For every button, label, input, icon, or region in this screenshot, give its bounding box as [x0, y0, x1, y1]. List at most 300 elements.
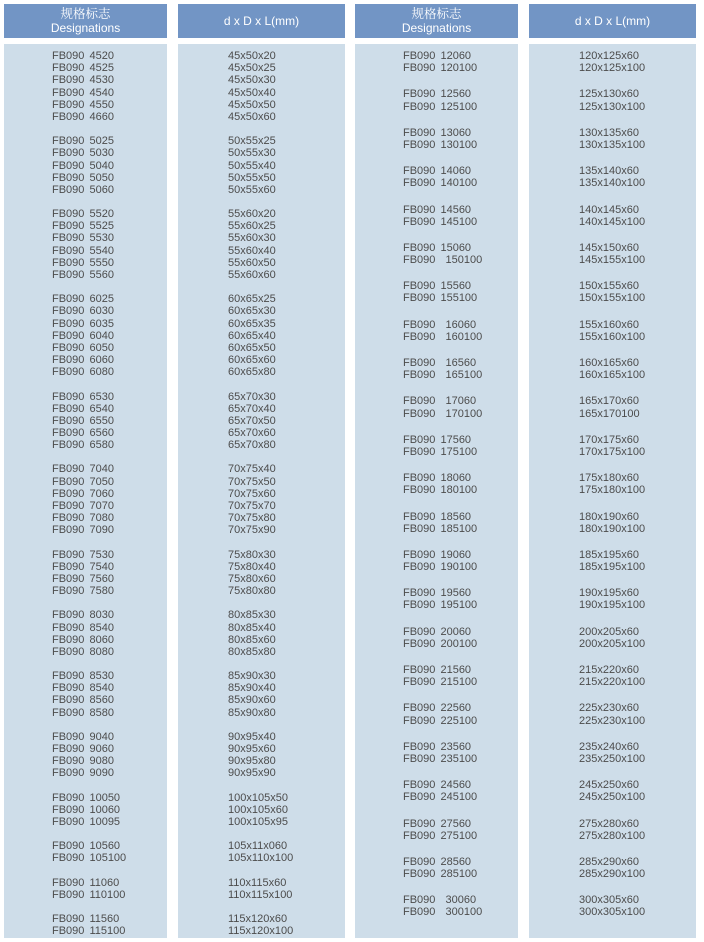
table-row: FB090 9090	[52, 767, 114, 780]
table-row: FB090 4520	[52, 50, 114, 62]
table-row: FB090 19060	[403, 548, 472, 561]
row-group	[4, 609, 167, 658]
table-row: FB090 4660	[52, 110, 114, 123]
table-row: FB090 225100	[403, 714, 478, 727]
table-row: 165x170100	[579, 407, 640, 420]
table-row: FB090 6040	[52, 329, 114, 342]
row-group	[529, 127, 696, 151]
row-group	[178, 208, 345, 281]
table-row: FB090 245100	[403, 791, 478, 804]
table-row: 140x145x60	[579, 203, 639, 216]
table-row: FB090 8540	[52, 621, 114, 634]
row-group	[4, 670, 167, 719]
row-group	[529, 856, 696, 880]
table-row: FB090 200100	[403, 637, 478, 650]
row-group	[178, 670, 345, 719]
table-row: 180x190x60	[579, 510, 639, 523]
row-group	[355, 242, 518, 266]
table-row: 85x90x60	[228, 694, 276, 707]
table-row: 190x195x100	[579, 599, 646, 612]
table-row: 100x105x95	[228, 815, 288, 828]
table-row: 155x160x60	[579, 318, 639, 331]
row-group	[4, 293, 167, 378]
table-row: FB090 160100	[403, 330, 483, 343]
row-group	[355, 587, 518, 611]
table-row: FB090 190100	[403, 561, 478, 574]
table-row: 65x70x40	[228, 402, 276, 415]
row-group	[355, 165, 518, 189]
table-row: 60x65x60	[228, 354, 276, 367]
row-group	[529, 894, 696, 918]
table-row: FB090 15060	[403, 241, 472, 254]
table-row: FB090 105100	[52, 852, 127, 865]
row-group	[529, 472, 696, 496]
table-row: FB090 6530	[52, 390, 114, 403]
right-dimensions-panel	[529, 44, 696, 938]
table-row: FB090 27560	[403, 817, 472, 830]
row-group	[355, 818, 518, 842]
left-designations-header	[4, 4, 167, 38]
row-group	[178, 391, 345, 452]
table-row: 80x85x60	[228, 633, 276, 646]
row-group	[178, 877, 345, 901]
table-row: 245x250x60	[579, 779, 639, 792]
table-row: FB090 14060	[403, 165, 472, 178]
table-row: FB090 165100	[403, 369, 483, 382]
table-row: FB090 14560	[403, 203, 472, 216]
table-row: 235x250x100	[579, 752, 646, 765]
table-row: 285x290x60	[579, 855, 639, 868]
table-row: FB090 180100	[403, 484, 478, 497]
table-row: 60x65x80	[228, 366, 276, 379]
table-row: 50x55x60	[228, 183, 276, 196]
table-row: FB090 150100	[403, 254, 483, 267]
table-row: 180x190x100	[579, 522, 646, 535]
table-row: 50x55x50	[228, 171, 276, 184]
table-row: FB090 5025	[52, 135, 114, 148]
table-row: 65x70x80	[228, 439, 276, 452]
table-row: 45x50x50	[228, 98, 276, 111]
row-group	[4, 391, 167, 452]
row-group	[355, 894, 518, 918]
table-row: 115x120x60	[228, 912, 288, 925]
row-group	[4, 840, 167, 864]
table-row: FB090 8580	[52, 706, 114, 719]
table-row: FB090 12560	[403, 88, 472, 101]
table-row: 110x115x100	[228, 888, 293, 901]
table-row: FB090 7580	[52, 585, 114, 598]
row-group	[4, 913, 167, 937]
table-row: FB090 18560	[403, 510, 472, 523]
table-row: FB090 16060	[403, 318, 477, 331]
table-row: 45x50x30	[228, 74, 276, 87]
table-row: FB090 5050	[52, 171, 114, 184]
table-row: FB090 195100	[403, 599, 478, 612]
row-group	[4, 135, 167, 196]
table-row: FB090 5540	[52, 244, 114, 257]
table-row: 50x55x30	[228, 147, 276, 160]
table-row: 80x85x40	[228, 621, 276, 634]
table-row: FB090 10095	[52, 815, 121, 828]
designations-header-zh: 规格标志	[60, 7, 111, 21]
row-group	[178, 609, 345, 658]
table-row: 70x75x60	[228, 487, 276, 500]
row-group	[529, 741, 696, 765]
table-row: FB090 7090	[52, 524, 114, 537]
row-group	[355, 204, 518, 228]
table-row: FB090 10060	[52, 803, 121, 816]
table-row: FB090 7540	[52, 560, 114, 573]
row-group	[355, 127, 518, 151]
table-row: FB090 22560	[403, 702, 472, 715]
row-group	[178, 463, 345, 536]
row-group	[178, 293, 345, 378]
table-row: 85x90x30	[228, 670, 276, 683]
row-group	[355, 664, 518, 688]
table-row: 115x120x100	[228, 925, 294, 938]
right-designations-header	[355, 4, 518, 38]
table-row: FB090 4525	[52, 62, 114, 75]
row-group	[529, 626, 696, 650]
table-row: FB090 300100	[403, 906, 483, 919]
table-row: 150x155x100	[579, 292, 646, 305]
table-row: FB090 8540	[52, 682, 114, 695]
table-row: 135x140x100	[579, 177, 646, 190]
row-group	[529, 549, 696, 573]
table-row: 125x130x60	[579, 88, 639, 101]
table-row: 45x50x25	[228, 62, 276, 75]
table-row: FB090 9040	[52, 730, 114, 743]
row-group	[355, 779, 518, 803]
table-row: FB090 115100	[52, 925, 126, 938]
row-group	[178, 913, 345, 937]
table-row: 105x11x060	[228, 840, 288, 853]
row-group	[529, 319, 696, 343]
table-row: 60x65x30	[228, 305, 276, 318]
table-row: 50x55x25	[228, 135, 276, 148]
table-row: FB090 130100	[403, 138, 478, 151]
table-row: FB090 8080	[52, 645, 114, 658]
right-dimensions-header	[529, 4, 696, 38]
table-row: 160x165x60	[579, 357, 639, 369]
table-row: 60x65x25	[228, 293, 276, 306]
table-row: FB090 6035	[52, 317, 114, 330]
table-row: FB090 175100	[403, 445, 478, 458]
table-row: FB090 6550	[52, 414, 114, 427]
table-row: FB090 30060	[403, 894, 477, 907]
table-row: FB090 8530	[52, 670, 114, 683]
table-row: 125x130x100	[579, 100, 646, 113]
table-row: FB090 275100	[403, 829, 478, 842]
table-row: 85x90x80	[228, 706, 276, 719]
row-group	[529, 664, 696, 688]
table-row: FB090 145100	[403, 215, 478, 228]
row-group	[4, 549, 167, 598]
table-row: 90x95x60	[228, 743, 276, 755]
designations-header-en: Designations	[401, 21, 472, 35]
table-row: FB090 6030	[52, 305, 114, 318]
designations-header-zh: 规格标志	[411, 7, 462, 21]
table-row: FB090 5060	[52, 183, 114, 196]
row-group	[355, 357, 518, 381]
table-row: 130x135x60	[579, 126, 639, 139]
table-row: 225x230x60	[579, 702, 639, 715]
row-group	[178, 549, 345, 598]
table-row: FB090 7050	[52, 475, 114, 488]
row-group	[355, 319, 518, 343]
row-group	[178, 135, 345, 196]
table-row: FB090 17060	[403, 395, 477, 408]
table-row: 55x60x20	[228, 208, 276, 221]
table-row: 160x165x100	[579, 369, 646, 382]
row-group	[355, 549, 518, 573]
table-row: 110x115x60	[228, 876, 287, 889]
row-group	[355, 395, 518, 419]
table-row: 145x150x60	[579, 241, 639, 254]
table-row: FB090 18060	[403, 472, 472, 485]
table-row: 45x50x60	[228, 110, 276, 123]
table-row: 170x175x60	[579, 433, 639, 446]
table-row: 145x155x100	[579, 254, 646, 267]
row-group	[4, 50, 167, 123]
table-row: FB090 8030	[52, 609, 114, 622]
table-row: 120x125x60	[579, 50, 639, 62]
table-row: FB090 8560	[52, 694, 114, 707]
table-row: 85x90x40	[228, 682, 276, 695]
table-row: 90x95x40	[228, 730, 276, 743]
table-row: FB090 6580	[52, 439, 114, 452]
table-row: 75x80x80	[228, 585, 276, 598]
table-row: 225x230x100	[579, 714, 646, 727]
table-row: FB090 5040	[52, 159, 114, 172]
row-group	[355, 511, 518, 535]
table-row: FB090 6050	[52, 341, 114, 354]
table-row: FB090 185100	[403, 522, 478, 535]
table-row: 55x60x50	[228, 256, 276, 269]
row-group	[355, 856, 518, 880]
table-row: 275x280x100	[579, 829, 646, 842]
table-row: FB090 125100	[403, 100, 478, 113]
right-designations-column	[355, 4, 518, 938]
table-row: FB090 11560	[52, 912, 120, 925]
left-dimensions-panel	[178, 44, 345, 938]
table-row: FB090 20060	[403, 625, 472, 638]
table-row: 70x75x50	[228, 475, 276, 488]
table-row: 105x110x100	[228, 852, 294, 865]
table-row: 80x85x80	[228, 645, 276, 658]
row-group	[529, 511, 696, 535]
table-row: 60x65x50	[228, 341, 276, 354]
table-row: FB090 4530	[52, 74, 114, 87]
table-row: 170x175x100	[579, 445, 646, 458]
table-row: 235x240x60	[579, 740, 639, 753]
table-row: FB090 285100	[403, 868, 478, 881]
dimensions-header-label: d x D x L(mm)	[223, 14, 300, 28]
row-group	[529, 88, 696, 112]
table-row: FB090 155100	[403, 292, 478, 305]
row-group	[4, 792, 167, 829]
table-row: FB090 23560	[403, 740, 472, 753]
table-row: 200x205x60	[579, 625, 639, 638]
table-row: 90x95x80	[228, 755, 276, 768]
table-grid	[4, 4, 696, 938]
table-row: 70x75x70	[228, 500, 276, 512]
table-row: FB090 13060	[403, 126, 472, 139]
table-row: 50x55x40	[228, 159, 276, 172]
table-row: 120x125x100	[579, 62, 646, 75]
table-row: 75x80x60	[228, 572, 276, 585]
table-row: FB090 8060	[52, 633, 114, 646]
row-group	[178, 840, 345, 864]
table-row: FB090 235100	[403, 752, 478, 765]
table-row: 65x70x50	[228, 414, 276, 427]
row-group	[529, 818, 696, 842]
table-row: 140x145x100	[579, 215, 646, 228]
table-row: 275x280x60	[579, 817, 639, 830]
row-group	[4, 208, 167, 281]
table-row: 175x180x100	[579, 484, 646, 497]
table-row: 185x195x60	[579, 548, 639, 561]
table-row: 130x135x100	[579, 138, 646, 151]
left-dimensions-header	[178, 4, 345, 38]
row-group	[529, 50, 696, 74]
row-group	[355, 434, 518, 458]
left-designations-column	[4, 4, 167, 938]
table-row: FB090 24560	[403, 779, 472, 792]
row-group	[4, 731, 167, 780]
row-group	[4, 877, 167, 901]
table-row: 150x155x60	[579, 280, 639, 293]
table-row: FB090 10560	[52, 840, 121, 853]
table-row: FB090 5030	[52, 147, 114, 160]
dimensions-header-label: d x D x L(mm)	[574, 14, 651, 28]
table-row: FB090 120100	[403, 62, 478, 75]
designations-header-en: Designations	[50, 21, 121, 35]
table-row: 285x290x100	[579, 868, 646, 881]
table-row: 70x75x40	[228, 463, 276, 476]
table-row: FB090 12060	[403, 50, 472, 62]
row-group	[4, 463, 167, 536]
table-row: 175x180x60	[579, 472, 639, 485]
row-group	[529, 587, 696, 611]
table-row: FB090 4540	[52, 86, 114, 99]
table-row: 55x60x40	[228, 244, 276, 257]
table-row: 45x50x40	[228, 86, 276, 99]
table-row: FB090 9060	[52, 743, 114, 755]
row-group	[529, 242, 696, 266]
row-group	[178, 731, 345, 780]
table-row: 90x95x90	[228, 767, 276, 780]
table-row: 70x75x80	[228, 512, 276, 525]
table-row: 55x60x30	[228, 232, 276, 245]
table-row: 215x220x60	[579, 664, 639, 676]
table-row: FB090 5560	[52, 269, 114, 281]
table-row: FB090 7060	[52, 487, 114, 500]
left-dimensions-column	[178, 4, 345, 938]
row-group	[529, 779, 696, 803]
row-group	[529, 395, 696, 419]
table-row: FB090 5520	[52, 208, 114, 221]
table-row: FB090 16560	[403, 357, 477, 369]
table-row: 190x195x60	[579, 587, 639, 600]
row-group	[529, 357, 696, 381]
table-row: 75x80x30	[228, 548, 276, 561]
row-group	[529, 280, 696, 304]
table-row: 100x105x50	[228, 791, 288, 804]
table-row: FB090 28560	[403, 855, 472, 868]
row-group	[178, 50, 345, 123]
table-row: FB090 17560	[403, 433, 472, 446]
table-row: FB090 5530	[52, 232, 114, 245]
table-row: 65x70x60	[228, 427, 276, 440]
row-group	[355, 702, 518, 726]
table-row: FB090 215100	[403, 676, 478, 689]
table-row: 215x220x100	[579, 676, 646, 689]
table-row: 300x305x100	[579, 906, 646, 919]
table-row: 135x140x60	[579, 165, 639, 178]
row-group	[355, 88, 518, 112]
table-row: 165x170x60	[579, 395, 639, 408]
row-group	[355, 472, 518, 496]
table-row: FB090 5525	[52, 220, 114, 233]
row-group	[355, 741, 518, 765]
table-row: 185x195x100	[579, 561, 646, 574]
row-group	[355, 626, 518, 650]
row-group	[529, 204, 696, 228]
table-row: FB090 6025	[52, 293, 114, 306]
table-row: FB090 7530	[52, 548, 114, 561]
table-row: FB090 7560	[52, 572, 114, 585]
table-row: FB090 15560	[403, 280, 472, 293]
table-row: FB090 7080	[52, 512, 114, 525]
table-row: 55x60x60	[228, 269, 276, 281]
table-row: FB090 10050	[52, 791, 121, 804]
table-row: 245x250x100	[579, 791, 646, 804]
table-row: 80x85x30	[228, 609, 276, 622]
table-row: FB090 21560	[403, 664, 472, 676]
table-row: 300x305x60	[579, 894, 639, 907]
table-row: FB090 5550	[52, 256, 114, 269]
table-row: 60x65x35	[228, 317, 276, 330]
table-row: FB090 170100	[403, 407, 483, 420]
table-row: FB090 6080	[52, 366, 114, 379]
row-group	[355, 280, 518, 304]
table-row: 45x50x20	[228, 50, 276, 62]
right-designations-panel	[355, 44, 518, 938]
right-dimensions-column	[529, 4, 696, 938]
table-row: 75x80x40	[228, 560, 276, 573]
table-row: FB090 9080	[52, 755, 114, 768]
row-group	[529, 702, 696, 726]
table-row: 70x75x90	[228, 524, 276, 537]
row-group	[355, 50, 518, 74]
table-row: FB090 6560	[52, 427, 114, 440]
table-row: FB090 7040	[52, 463, 114, 476]
table-row: 155x160x100	[579, 330, 646, 343]
table-row: FB090 6540	[52, 402, 114, 415]
table-row: FB090 110100	[52, 888, 126, 901]
table-row: 60x65x40	[228, 329, 276, 342]
table-row: FB090 19560	[403, 587, 472, 600]
row-group	[178, 792, 345, 829]
row-group	[529, 434, 696, 458]
table-row: FB090 140100	[403, 177, 478, 190]
table-row: 100x105x60	[228, 803, 288, 816]
left-designations-panel	[4, 44, 167, 938]
table-row: FB090 4550	[52, 98, 114, 111]
table-row: 200x205x100	[579, 637, 646, 650]
table-row: FB090 7070	[52, 500, 114, 512]
